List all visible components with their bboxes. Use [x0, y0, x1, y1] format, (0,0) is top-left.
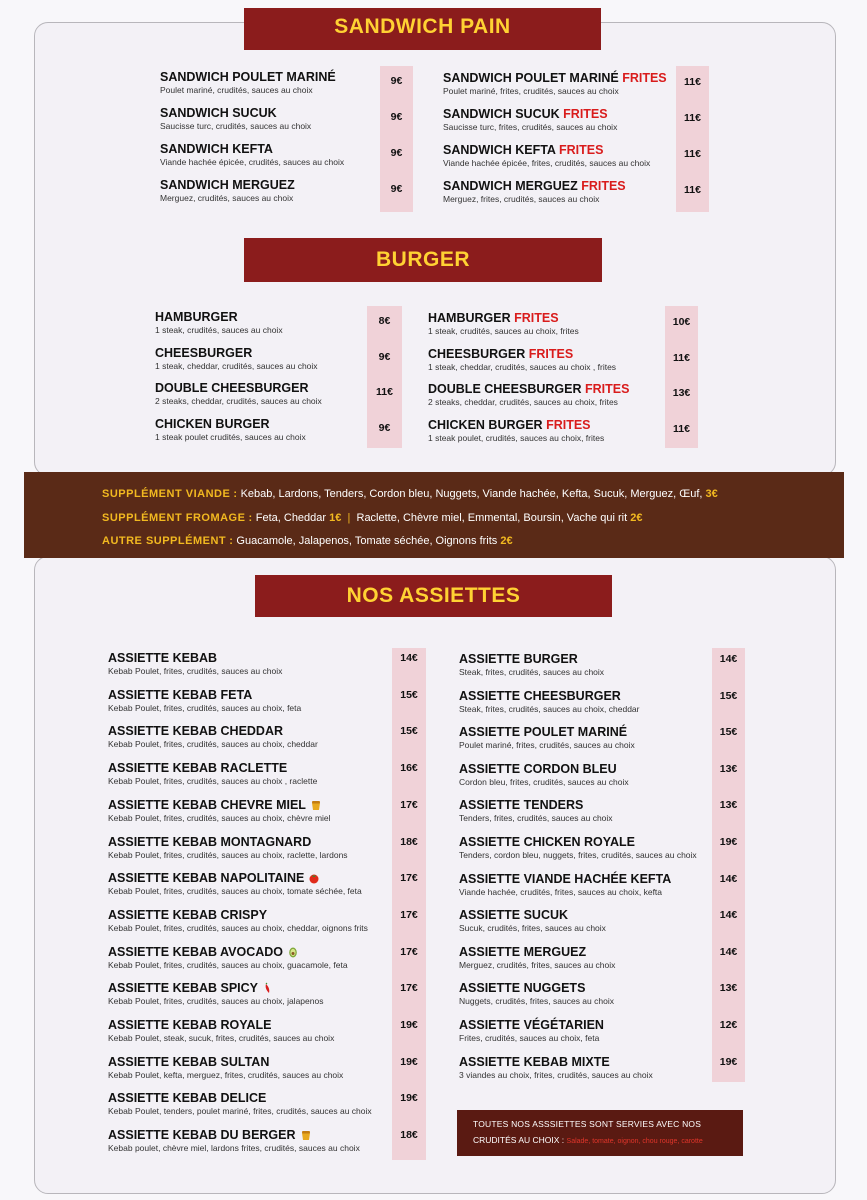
item-description: Merguez, crudités, frites, sauces au choix: [459, 960, 616, 970]
item-name: ASSIETTE POULET MARINÉ: [459, 725, 628, 739]
menu-item: [108, 945, 348, 970]
item-price: 14€: [719, 946, 738, 958]
menu-item: [108, 688, 301, 713]
item-name: ASSIETTE SUCUK: [459, 908, 569, 922]
item-description: Steak, frites, crudités, sauces au choix, cheddar: [459, 704, 640, 714]
item-name: ASSIETTE KEBAB SULTAN: [108, 1055, 270, 1069]
item-description: Poulet mariné, frites, crudités, sauces au choix: [443, 86, 619, 96]
menu-item: [443, 107, 617, 132]
item-description: Cordon bleu, frites, crudités, sauces au choix: [459, 777, 629, 787]
menu-item: [108, 1091, 372, 1116]
item-description: Poulet mariné, crudités, sauces au choix: [160, 85, 313, 95]
menu-item: [108, 981, 323, 1006]
item-description: 1 steak poulet crudités, sauces au choix: [155, 432, 306, 442]
item-description: Steak, frites, crudités, sauces au choix: [459, 667, 605, 677]
item-description: 2 steaks, cheddar, crudités, sauces au choix: [155, 396, 322, 406]
item-price: 17€: [400, 946, 418, 958]
item-price: 19€: [719, 836, 738, 848]
item-price: 16€: [400, 762, 418, 774]
item-name: ASSIETTE BURGER: [459, 652, 578, 666]
menu-item: [443, 143, 650, 168]
frites-highlight: FRITES: [584, 382, 630, 396]
item-description: Kebab Poulet, frites, crudités, sauces au choix, raclette, lardons: [108, 850, 348, 860]
item-description: Kebab Poulet, frites, crudités, sauces au choix, chèvre miel: [108, 813, 331, 823]
item-name: ASSIETTE KEBAB: [108, 651, 218, 665]
item-description: Kebab Poulet, frites, crudités, sauces au choix , raclette: [108, 776, 318, 786]
item-price: 13€: [672, 387, 691, 399]
frites-highlight: FRITES: [563, 107, 608, 121]
item-name: ASSIETTE KEBAB DELICE: [108, 1091, 267, 1105]
item-description: Frites, crudités, sauces au choix, feta: [459, 1033, 600, 1043]
item-price: 14€: [400, 652, 418, 664]
menu-item: [459, 908, 606, 933]
menu-item: [459, 945, 615, 970]
menu-item: [428, 382, 629, 407]
frites-highlight: FRITES: [581, 179, 626, 193]
menu-item: [459, 725, 635, 750]
item-name: SANDWICH KEFTA FRITES: [443, 143, 604, 157]
item-price: 9€: [390, 147, 403, 159]
item-name: ASSIETTE CHICKEN ROYALE: [459, 835, 635, 849]
item-description: Kebab Poulet, frites, crudités, sauces au choix, cheddar, oignons frits: [108, 923, 368, 933]
item-description: 3 viandes au choix, frites, crudités, sauces au choix: [459, 1070, 653, 1080]
item-name: ASSIETTE KEBAB CHEDDAR: [108, 724, 284, 738]
item-description: Kebab Poulet, frites, crudités, sauces au choix, jalapenos: [108, 996, 324, 1006]
item-price: 11€: [684, 184, 701, 196]
item-price: 15€: [400, 689, 418, 701]
item-description: 2 steaks, cheddar, crudités, sauces au choix, frites: [428, 397, 618, 407]
menu-item: [160, 70, 336, 95]
item-price: 9€: [378, 351, 391, 363]
item-price: 19€: [400, 1056, 418, 1068]
section-title-burger: BURGER: [244, 238, 602, 282]
avocado-icon: [283, 945, 299, 959]
item-description: Kebab Poulet, steak, sucuk, frites, crudités, sauces au choix: [108, 1033, 335, 1043]
menu-item: [108, 798, 331, 823]
menu-item: [108, 908, 368, 933]
item-name: ASSIETTE KEBAB RACLETTE: [108, 761, 288, 775]
supplement-viande: SUPPLÉMENT VIANDE : Kebab, Lardons, Tenders, Cordon bleu, Nuggets, Viande hachée, Kefta, Sucuk, Merguez, Œuf, 3€: [102, 488, 718, 500]
item-price: 14€: [719, 873, 738, 885]
item-name: ASSIETTE KEBAB CHEVRE MIEL: [108, 798, 331, 812]
item-price: 15€: [719, 690, 738, 702]
item-price: 9€: [378, 422, 391, 434]
item-name: CHEESBURGER: [155, 346, 253, 360]
item-description: Sucuk, crudités, frites, sauces au choix: [459, 923, 606, 933]
item-price: 9€: [390, 111, 403, 123]
item-price: 12€: [719, 1019, 738, 1031]
section-title-sandwich: SANDWICH PAIN: [244, 8, 601, 50]
frites-highlight: FRITES: [514, 311, 559, 325]
supplement-fromage: SUPPLÉMENT FROMAGE : Feta, Cheddar 1€ | Raclette, Chèvre miel, Emmental, Boursin, Vache qui rit 2€: [102, 512, 643, 524]
chili-icon: [258, 981, 274, 995]
item-name: SANDWICH SUCUK FRITES: [443, 107, 608, 121]
item-description: Viande hachée épicée, crudités, sauces au choix: [160, 157, 345, 167]
item-name: CHICKEN BURGER FRITES: [428, 418, 591, 432]
menu-item: [155, 381, 322, 406]
item-description: Tenders, frites, crudités, sauces au choix: [459, 813, 613, 823]
item-price: 11€: [673, 423, 690, 435]
item-price: 15€: [400, 725, 418, 737]
item-description: Viande hachée épicée, frites, crudités, sauces au choix: [443, 158, 651, 168]
item-name: DOUBLE CHEESBURGER: [155, 381, 309, 395]
item-name: ASSIETTE KEBAB DU BERGER: [108, 1128, 360, 1142]
item-description: Kebab Poulet, kefta, merguez, frites, crudités, sauces au choix: [108, 1070, 344, 1080]
item-description: Kebab poulet, chèvre miel, lardons frites, crudités, sauces au choix: [108, 1143, 360, 1153]
menu-item: [459, 835, 697, 860]
honey-icon: [296, 1128, 312, 1142]
item-name: ASSIETTE KEBAB FETA: [108, 688, 253, 702]
item-description: 1 steak, crudités, sauces au choix, frites: [428, 326, 579, 336]
item-name: SANDWICH POULET MARINÉ: [160, 70, 336, 84]
item-description: Merguez, crudités, sauces au choix: [160, 193, 294, 203]
menu-item: [459, 798, 613, 823]
menu-item: [443, 179, 626, 204]
item-price: 13€: [719, 982, 738, 994]
item-name: ASSIETTE VÉGÉTARIEN: [459, 1018, 604, 1032]
tomato-icon: [304, 871, 320, 885]
item-name: ASSIETTE KEBAB SPICY: [108, 981, 323, 995]
item-name: ASSIETTE KEBAB NAPOLITAINE: [108, 871, 362, 885]
menu-item: [108, 1128, 360, 1153]
menu-item: [459, 689, 639, 714]
menu-item: [459, 981, 614, 1006]
item-description: Saucisse turc, frites, crudités, sauces au choix: [443, 122, 618, 132]
price-column-assiettes-right: [712, 648, 745, 1082]
item-price: 14€: [719, 909, 738, 921]
menu-item: [108, 651, 282, 676]
item-description: Kebab Poulet, frites, crudités, sauces au choix: [108, 666, 283, 676]
item-price: 11€: [684, 76, 701, 88]
menu-item: [155, 346, 318, 371]
item-price: 11€: [376, 386, 393, 398]
item-name: ASSIETTE CHEESBURGER: [459, 689, 621, 703]
section-title-assiettes: NOS ASSIETTES: [255, 575, 612, 617]
item-price: 19€: [400, 1092, 418, 1104]
menu-item: [108, 724, 318, 749]
item-description: Nuggets, crudités, frites, sauces au choix: [459, 996, 614, 1006]
item-name: SANDWICH MERGUEZ FRITES: [443, 179, 626, 193]
item-name: ASSIETTE TENDERS: [459, 798, 584, 812]
menu-item: [459, 762, 629, 787]
item-price: 8€: [378, 315, 391, 327]
item-price: 11€: [673, 352, 690, 364]
item-price: 18€: [400, 1129, 418, 1141]
honey-icon: [306, 798, 322, 812]
item-price: 14€: [719, 653, 738, 665]
item-description: Kebab Poulet, frites, crudités, sauces au choix, guacamole, feta: [108, 960, 348, 970]
item-name: ASSIETTE VIANDE HACHÉE KEFTA: [459, 872, 672, 886]
item-name: ASSIETTE KEBAB MIXTE: [459, 1055, 610, 1069]
item-price: 19€: [719, 1056, 738, 1068]
item-price: 10€: [672, 316, 691, 328]
menu-item: [459, 652, 604, 677]
menu-item: [428, 418, 604, 443]
menu-item: [160, 106, 311, 131]
item-price: 17€: [400, 982, 418, 994]
item-description: Kebab Poulet, frites, crudités, sauces au choix, feta: [108, 703, 302, 713]
frites-highlight: FRITES: [546, 418, 591, 432]
item-description: Kebab Poulet, tenders, poulet mariné, frites, crudités, sauces au choix: [108, 1106, 372, 1116]
item-description: Saucisse turc, crudités, sauces au choix: [160, 121, 312, 131]
item-price: 17€: [400, 872, 418, 884]
item-name: ASSIETTE CORDON BLEU: [459, 762, 617, 776]
menu-item: [160, 142, 344, 167]
item-name: ASSIETTE KEBAB AVOCADO: [108, 945, 348, 959]
item-name: ASSIETTE NUGGETS: [459, 981, 586, 995]
item-description: Kebab Poulet, frites, crudités, sauces au choix, tomate séchée, feta: [108, 886, 362, 896]
item-name: ASSIETTE MERGUEZ: [459, 945, 587, 959]
menu-item: [160, 178, 295, 203]
item-price: 11€: [684, 112, 701, 124]
menu-item: [155, 310, 283, 335]
crudites-note: TOUTES NOS ASSSIETTES SONT SERVIES AVEC NOS CRUDITÉS AU CHOIX : Salade, tomate, oignon, chou rouge, carotte: [457, 1110, 743, 1156]
menu-item: [459, 872, 671, 897]
item-description: 1 steak, cheddar, crudités, sauces au choix , frites: [428, 362, 617, 372]
item-name: SANDWICH POULET MARINÉ FRITES: [443, 71, 667, 85]
menu-item: [459, 1018, 604, 1043]
item-description: 1 steak poulet, crudités, sauces au choix, frites: [428, 433, 605, 443]
item-name: HAMBURGER FRITES: [428, 311, 559, 325]
item-description: 1 steak, cheddar, crudités, sauces au choix: [155, 361, 318, 371]
supplement-autre: AUTRE SUPPLÉMENT : Guacamole, Jalapenos, Tomate séchée, Oignons frits 2€: [102, 535, 513, 547]
item-description: Tenders, cordon bleu, nuggets, frites, crudités, sauces au choix: [459, 850, 697, 860]
item-price: 9€: [390, 75, 403, 87]
menu-item: [155, 417, 306, 442]
item-description: Poulet mariné, frites, crudités, sauces au choix: [459, 740, 635, 750]
item-price: 13€: [719, 763, 738, 775]
menu-item: [108, 835, 348, 860]
item-description: Merguez, frites, crudités, sauces au choix: [443, 194, 600, 204]
item-name: ASSIETTE KEBAB ROYALE: [108, 1018, 272, 1032]
item-name: SANDWICH KEFTA: [160, 142, 273, 156]
item-description: Viande hachée, crudités, frites, sauces au choix, kefta: [459, 887, 663, 897]
menu-item: [459, 1055, 653, 1080]
item-name: SANDWICH SUCUK: [160, 106, 277, 120]
item-price: 17€: [400, 909, 418, 921]
item-price: 11€: [684, 148, 701, 160]
item-price: 19€: [400, 1019, 418, 1031]
menu-item: [443, 71, 667, 96]
item-name: ASSIETTE KEBAB MONTAGNARD: [108, 835, 312, 849]
frites-highlight: FRITES: [528, 347, 574, 361]
menu-item: [108, 1055, 343, 1080]
item-name: DOUBLE CHEESBURGER FRITES: [428, 382, 630, 396]
menu-item: [108, 761, 317, 786]
menu-item: [108, 871, 362, 896]
item-price: 15€: [719, 726, 738, 738]
item-price: 9€: [390, 183, 403, 195]
item-description: 1 steak, crudités, sauces au choix: [155, 325, 283, 335]
item-name: ASSIETTE KEBAB CRISPY: [108, 908, 268, 922]
item-price: 13€: [719, 799, 738, 811]
menu-item: [428, 347, 616, 372]
item-description: Kebab Poulet, frites, crudités, sauces au choix, cheddar: [108, 739, 318, 749]
frites-highlight: FRITES: [622, 71, 667, 85]
frites-highlight: FRITES: [558, 143, 604, 157]
item-price: 18€: [400, 836, 418, 848]
menu-item: [108, 1018, 334, 1043]
item-price: 17€: [400, 799, 418, 811]
menu-item: [428, 311, 579, 336]
item-name: SANDWICH MERGUEZ: [160, 178, 295, 192]
item-name: HAMBURGER: [155, 310, 238, 324]
item-name: CHICKEN BURGER: [155, 417, 270, 431]
item-name: CHEESBURGER FRITES: [428, 347, 574, 361]
